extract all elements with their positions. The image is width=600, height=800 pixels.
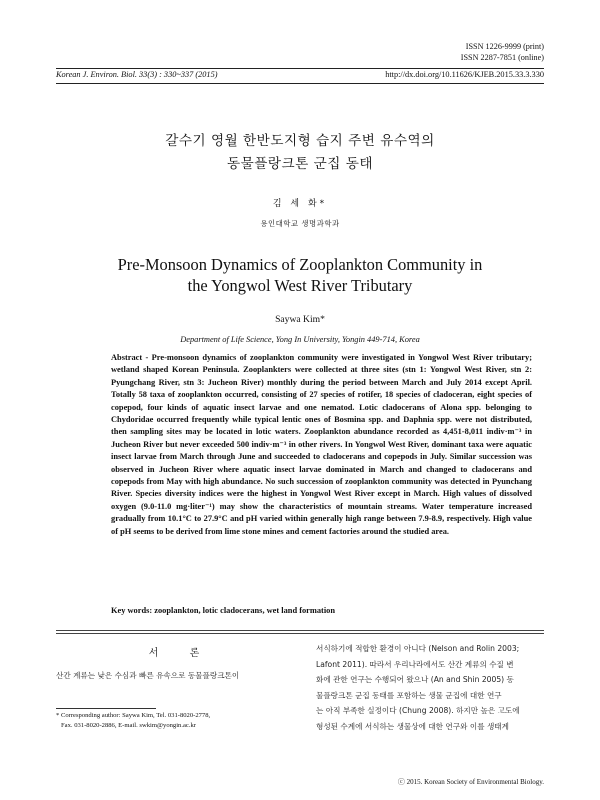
english-title-line-1: Pre-Monsoon Dynamics of Zooplankton Community in <box>117 255 483 274</box>
journal-citation: Korean J. Environ. Biol. 33(3) : 330~337 (2015) <box>56 70 218 79</box>
issn-online: ISSN 2287-7851 (online) <box>460 53 544 62</box>
intro-line: 물플랑크톤 군집 동태를 포함하는 생물 군집에 대한 연구 <box>316 690 502 700</box>
section-heading: 서 론 <box>148 648 214 659</box>
korean-affiliation: 용인대학교 생명과학과 <box>260 219 340 228</box>
intro-line: Lafont 2011). 따라서 우리나라에서도 산간 계류의 수질 변 <box>316 659 514 669</box>
section-rule-bottom <box>56 633 544 634</box>
intro-line: 화에 관한 연구는 수행되어 왔으나 (An and Shin 2005) 동 <box>316 675 514 685</box>
korean-title-line-1: 갈수기 영월 한반도지형 습지 주변 유수역의 <box>165 133 435 149</box>
footnote-rule <box>56 708 156 709</box>
english-title-line-2: the Yongwol West River Tributary <box>187 276 413 295</box>
intro-line: 는 아직 부족한 실정이다 (Chung 2008). 하지만 높은 고도에 <box>316 706 520 716</box>
english-title <box>0 254 600 296</box>
section-rule-top <box>56 630 544 631</box>
intro-line: 서식하기에 적합한 환경이 아니다 (Nelson and Rolin 2003; <box>316 644 520 653</box>
doi-link[interactable]: http://dx.doi.org/10.11626/KJEB.2015.33.3.330 <box>385 70 544 79</box>
korean-title <box>0 130 600 176</box>
intro-right-column <box>316 641 544 735</box>
footnote-line-1: * Corresponding author: Saywa Kim, Tel. 031-8020-2778, <box>56 712 211 719</box>
english-affiliation: Department of Life Science, Yong In University, Yongin 449-714, Korea <box>180 335 420 344</box>
intro-line: 형성된 수계에 서식하는 생물상에 대한 연구와 이를 생태계 <box>316 721 509 731</box>
copyright: ⓒ 2015. Korean Society of Environmental Biology. <box>397 778 544 786</box>
journal-header <box>56 70 544 79</box>
header-bottom-rule <box>56 83 544 84</box>
intro-left-text: 산간 계류는 낮은 수심과 빠른 유속으로 동물플랑크톤이 <box>56 671 240 680</box>
abstract: Abstract - Pre-monsoon dynamics of zooplankton community were investigated in Yongwol West River tributary; wetland shaped Korean Peninsula. Zooplankters were collected at three sites (stn 1: Yongwol West River, stn 2: Pyungchang River, stn 3: Jucheon River) monthly during the period between March and July 2014 except April. Totally 58 taxa of zooplankton occurred, consisting of 27 species of rotifer, 18 species of cladoceran, eight species of copepod, four kinds of aquatic insect larvae and one nematod. Lotic cladocerans of Alona spp. belonging to Chydoridae occurred frequently while typical lentic ones of Bosmina spp. and Daphnia spp. were not distributed, then sampling sites may be located in lotic waters. Zooplankton abundance recorded as 4,451-8,011 indiv·m⁻³ in Jucheon River but never exceeded 500 indiv·m⁻³ in other rivers. In Yongwol West River, dominant taxa were aquatic insect larvae from March through June and succeeded to cladocerans and copepods in July. Similar succession was observed in Jucheon River where aquatic insect larvae dominated in March and changed to cladocerans and copepods from May with high abundance. No such succession of zooplankton community was detected in Pyunchang River. Species diversity indices were the highest in Yongwol West River except in March. High values of dissolved oxygen (9.0-11.0 mg·liter⁻¹) may show the characteristics of mountain streams. Water temperature increased gradually from 10.1°C to 27.9°C and pH varied within generally high range between 7.9-8.9, respectively. High value of pH seems to be derived from lime stone mines and cement factories around the studied area. <box>111 353 532 536</box>
korean-title-line-2: 동물플랑크톤 군집 동태 <box>227 156 373 172</box>
issn-print: ISSN 1226-9999 (print) <box>465 42 544 51</box>
footnote-line-2: Fax. 031-8020-2886, E-mail. swkim@yongin.ac.kr <box>61 721 196 729</box>
keywords: Key words: zooplankton, lotic cladocerans, wet land formation <box>111 606 336 615</box>
header-top-rule <box>56 68 544 69</box>
footnote <box>56 711 306 730</box>
issn-block <box>461 41 544 63</box>
korean-author: 김 세 화* <box>272 199 328 209</box>
english-author: Saywa Kim* <box>275 314 325 325</box>
